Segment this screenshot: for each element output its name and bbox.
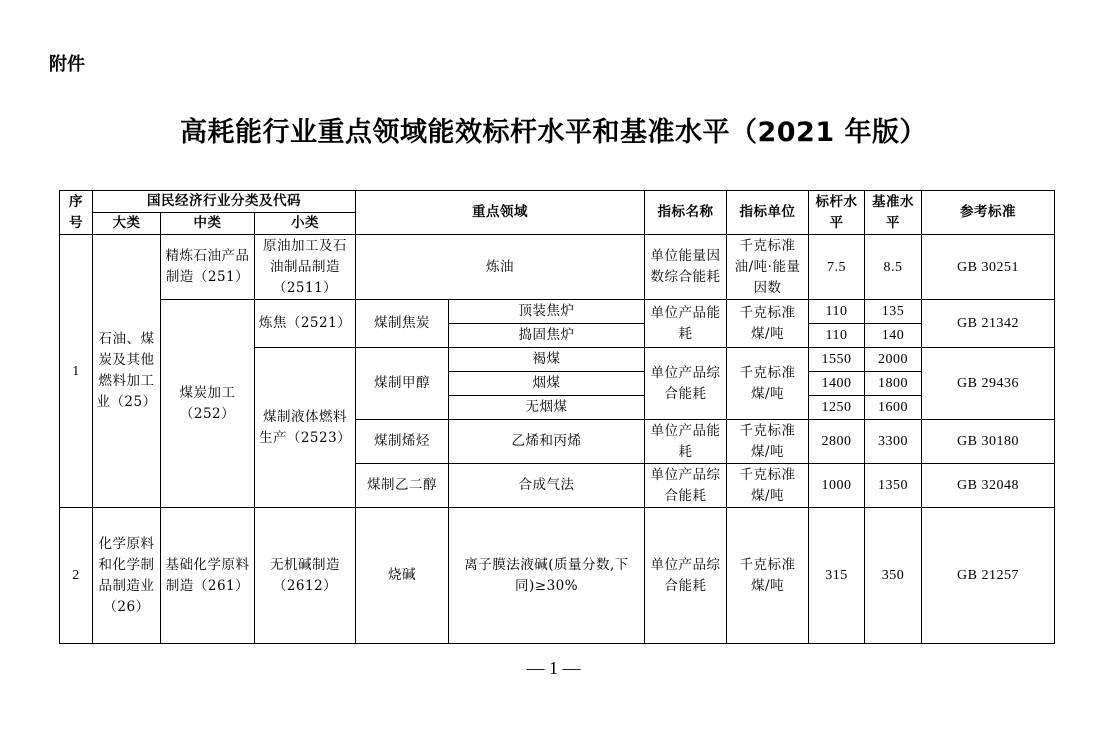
row-reference: GB 29436: [922, 348, 1055, 420]
row-subtype: 捣固焦炉: [449, 324, 645, 348]
row-medium: 煤炭加工（252）: [161, 300, 255, 508]
row-focus-area: 煤制烯烃: [356, 420, 449, 464]
row-benchmark: 7.5: [809, 235, 865, 300]
row-subtype: 顶装焦炉: [449, 300, 645, 324]
header-major: 大类: [93, 213, 161, 235]
row-baseline: 350: [865, 508, 922, 644]
header-benchmark: 标杆水平: [809, 191, 865, 235]
row-minor: 原油加工及石油制品制造（2511）: [255, 235, 356, 300]
row-benchmark: 110: [809, 300, 865, 324]
row-benchmark: 1250: [809, 396, 865, 420]
row-baseline: 3300: [865, 420, 922, 464]
header-focus-area: 重点领域: [356, 191, 645, 235]
row-indicator: 单位产品综合能耗: [645, 508, 727, 644]
row-unit: 千克标准煤/吨: [727, 464, 809, 508]
row-minor: 煤制液体燃料生产（2523）: [255, 348, 356, 508]
row-reference: GB 21342: [922, 300, 1055, 348]
row-minor: 无机碱制造（2612）: [255, 508, 356, 644]
row-unit: 千克标准油/吨·能量因数: [727, 235, 809, 300]
row-medium: 基础化学原料制造（261）: [161, 508, 255, 644]
row-focus-area: 炼油: [356, 235, 645, 300]
row-subtype: 褐煤: [449, 348, 645, 372]
header-indicator-name: 指标名称: [645, 191, 727, 235]
row-subtype: 无烟煤: [449, 396, 645, 420]
row-benchmark: 110: [809, 324, 865, 348]
header-medium: 中类: [161, 213, 255, 235]
row-baseline: 8.5: [865, 235, 922, 300]
row-benchmark: 315: [809, 508, 865, 644]
row-reference: GB 30180: [922, 420, 1055, 464]
energy-efficiency-table: [59, 190, 1055, 644]
table-row: [60, 508, 1055, 644]
row-baseline: 2000: [865, 348, 922, 372]
row-indicator: 单位能量因数综合能耗: [645, 235, 727, 300]
row-reference: GB 32048: [922, 464, 1055, 508]
table-row: [60, 235, 1055, 300]
header-minor: 小类: [255, 213, 356, 235]
row-seq: 2: [60, 508, 93, 644]
row-baseline: 135: [865, 300, 922, 324]
row-seq: 1: [60, 235, 93, 508]
row-major: 化学原料和化学制品制造业（26）: [93, 508, 161, 644]
row-benchmark: 2800: [809, 420, 865, 464]
row-baseline: 1600: [865, 396, 922, 420]
table-row: [60, 300, 1055, 324]
row-focus-area: 煤制甲醇: [356, 348, 449, 420]
page-title: 高耗能行业重点领域能效标杆水平和基准水平（2021 年版）: [179, 117, 928, 148]
row-subtype: 离子膜法液碱(质量分数,下同)≥30%: [449, 508, 645, 644]
row-indicator: 单位产品能耗: [645, 300, 727, 348]
row-benchmark: 1000: [809, 464, 865, 508]
row-unit: 千克标准煤/吨: [727, 508, 809, 644]
row-indicator: 单位产品综合能耗: [645, 464, 727, 508]
row-baseline: 1350: [865, 464, 922, 508]
row-indicator: 单位产品能耗: [645, 420, 727, 464]
row-subtype: 乙烯和丙烯: [449, 420, 645, 464]
page-number: — 1 —: [526, 658, 581, 678]
row-focus-area: 煤制焦炭: [356, 300, 449, 348]
row-reference: GB 30251: [922, 235, 1055, 300]
row-major: 石油、煤炭及其他燃料加工业（25）: [93, 235, 161, 508]
row-unit: 千克标准煤/吨: [727, 300, 809, 348]
row-benchmark: 1550: [809, 348, 865, 372]
row-baseline: 140: [865, 324, 922, 348]
header-reference: 参考标准: [922, 191, 1055, 235]
row-focus-area: 煤制乙二醇: [356, 464, 449, 508]
attachment-label: 附件: [49, 54, 85, 75]
row-subtype: 合成气法: [449, 464, 645, 508]
header-seq: 序号: [60, 191, 93, 235]
row-subtype: 烟煤: [449, 372, 645, 396]
row-indicator: 单位产品综合能耗: [645, 348, 727, 420]
header-baseline: 基准水平: [865, 191, 922, 235]
header-indicator-unit: 指标单位: [727, 191, 809, 235]
row-benchmark: 1400: [809, 372, 865, 396]
header-industry-class: 国民经济行业分类及代码: [93, 191, 356, 213]
header-row: [60, 191, 1055, 213]
row-minor: 炼焦（2521）: [255, 300, 356, 348]
row-baseline: 1800: [865, 372, 922, 396]
row-unit: 千克标准煤/吨: [727, 348, 809, 420]
row-focus-area: 烧碱: [356, 508, 449, 644]
row-unit: 千克标准煤/吨: [727, 420, 809, 464]
row-reference: GB 21257: [922, 508, 1055, 644]
row-medium: 精炼石油产品制造（251）: [161, 235, 255, 300]
